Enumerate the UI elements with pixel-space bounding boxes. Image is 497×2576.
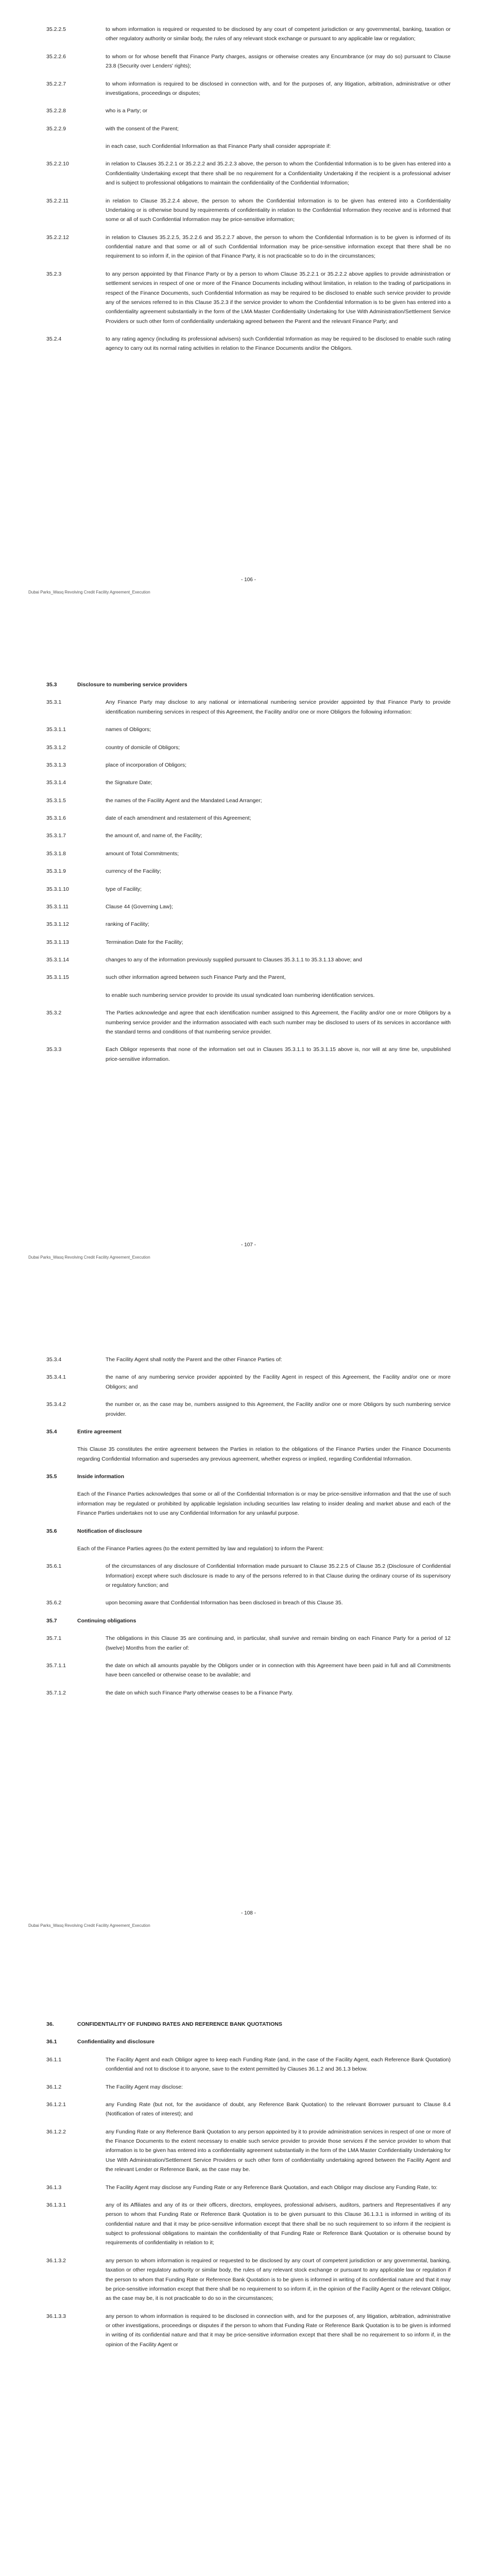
list-item [46,796,451,805]
clause-number: 36.1.2.1 [46,2101,66,2108]
clause-number: 35.2.2.7 [46,80,66,87]
clause-number: 36.1.2.2 [46,2128,66,2135]
clause-number: 35.2.2.12 [46,234,69,241]
section-35-6-text: Each of the Finance Parties agrees (to the extent permitted by law and regulation) to inform the Parent: [77,1545,324,1552]
clause-35-6-2 [46,1598,451,1607]
clause-text: currency of the Facility; [106,868,161,875]
list-item [46,902,451,911]
clause-number: 35.3.1.13 [46,939,69,945]
clause-35-2-2-5 [46,25,451,44]
clause-35-2-2-8 [46,106,451,115]
section-number: 35.4 [46,1428,57,1435]
list-item [46,725,451,734]
section-heading: Continuing obligations [77,1617,136,1624]
clause-text: any Funding Rate (but not, for the avoidance of doubt, any Reference Bank Quotation) to the relevant Borrower pursuant to Clause 8.4 (Notification of rates of interest); and [106,2101,451,2117]
clause-35-3-2 [46,1008,451,1037]
list-item [46,743,451,752]
list-item [46,814,451,823]
clause-number: 35.2.3 [46,270,62,277]
clause-number: 35.3.2 [46,1010,62,1016]
section-heading: Confidentiality and disclosure [77,2039,155,2045]
clause-35-3-4-2 [46,1400,451,1419]
clause-text: to whom or for whose benefit that Finance Party charges, assigns or otherwise creates any Encumbrance (or may do so) pursuant to Clause 23.8 (Security over Lenders' rights); [106,53,451,70]
clause-36-1-2 [46,2082,451,2092]
clause-number: 36.1.3 [46,2184,62,2191]
clause-35-3-4 [46,1355,451,1364]
clause-number: 35.6.2 [46,1600,62,1606]
section-number: 35.6 [46,1528,57,1534]
clause-number: 35.2.2.6 [46,53,66,60]
clause-35-3-1 [46,698,451,717]
clause-35-3-4-1 [46,1372,451,1392]
section-number: 35.7 [46,1617,57,1624]
clause-35-2-2-7 [46,79,451,98]
clause-number: 35.3.1.11 [46,903,69,910]
clause-36-1-2-2 [46,2127,451,2175]
clause-35-2-4 [46,334,451,353]
clause-number: 35.3.1 [46,699,62,706]
clause-35-7-1-1 [46,1661,451,1680]
clause-36-1-3-2 [46,2256,451,2303]
list-item [46,973,451,982]
clause-text: such other information agreed between such Finance Party and the Parent, [106,974,286,981]
section-number: 36.1 [46,2039,57,2045]
clause-35-2-2-12 [46,233,451,261]
section-35-3-heading [46,680,451,689]
clause-number: 35.3.1.5 [46,797,66,804]
clause-text: the Signature Date; [106,779,152,786]
clause-number: 36.1.3.1 [46,2201,66,2208]
clause-35-7-1 [46,1634,451,1653]
clause-36-1-3-3 [46,2312,451,2350]
clause-text: the date on which such Finance Party otherwise ceases to be a Finance Party. [106,1689,294,1696]
clause-number: 35.3.4 [46,1357,62,1363]
clause-text: The Facility Agent may disclose any Funding Rate or any Reference Bank Quotation, and each Obligor may disclose any Funding Rate, to: [106,2184,438,2191]
section-35-5-heading [46,1472,451,1481]
clause-text: The Facility Agent shall notify the Parent and the other Finance Parties of: [106,1357,282,1363]
clause-text: Termination Date for the Facility; [106,939,183,945]
page-109 [0,2009,497,2576]
clause-number: 35.3.4.2 [46,1401,66,1408]
clause-text: in relation to Clauses 35.2.2.5, 35.2.2.6 and 35.2.2.7 above, the person to whom the Confidential Information is to be given is informed of its confidential nature and that some or all of such Confidential Information may be price-sensitive information except that there shall be no requirement to so inform if, in the opinion of that Finance Party, it is not practicable so to do in the circumstances; [106,234,451,260]
page-number: - 108 - [241,1910,256,1916]
clause-text: the names of the Facility Agent and the Mandated Lead Arranger; [106,797,262,804]
clause-number: 35.3.1.12 [46,921,69,928]
clause-text: to any person appointed by that Finance Party or by a person to whom Clause 35.2.2.1 or 35.2.2.2 above applies to provide administration or settlement services in respect of one or more of the Finance Documents including without limitation, in relation to the trading of participations in respect of the Finance Documents, such Confidential Information as may be required to be disclosed to enable such service provider to provide any of the services referred to in this Clause 35.2.3 if the service provider to whom the Confidential Information is to be given has entered into a confidentiality agreement substantially in the form of the LMA Master Confidentiality Undertaking for Use With Administration/Settlement Service Providers or such other form of confidentiality undertaking agreed between the Parent and the relevant Finance Party; and [106,270,451,325]
clause-text: to any rating agency (including its professional advisers) such Confidential Information as may be required to be disclosed to enable such rating agency to carry out its normal rating activities in relation to the Finance Documents and/or the Obligors. [106,336,451,352]
clause-35-2-2-9 [46,124,451,133]
clause-text: in relation to Clause 35.2.2.4 above, the person to whom the Confidential Information is to be given has entered into a Confidentiality Undertaking or is otherwise bound by requirements of confidentiality in relation to the Confidential Information they receive and is informed that some or all of such Confidential Information may be price-sensitive information; [106,197,451,223]
clause-text: with the consent of the Parent; [106,125,179,132]
clause-number: 35.2.4 [46,336,62,342]
clause-number: 35.2.2.5 [46,26,66,32]
clause-36-1-3-1 [46,2200,451,2248]
clause-text: type of Facility; [106,886,142,892]
clause-number: 35.2.2.11 [46,197,69,204]
clause-text: to whom information is required or requested to be disclosed by any court of competent jurisdiction or any governmental, banking, taxation or other regulatory authority or similar body, the rules of any relevant stock exchange or pursuant to any applicable law or regulation; [106,26,451,42]
list-item [46,778,451,787]
clause-text: names of Obligors; [106,726,151,733]
clause-35-2-2-11 [46,196,451,225]
clause-text: the date on which all amounts payable by the Obligors under or in connection with this Agreement have been paid in full and all Commitments have been cancelled or otherwise cease to be available; and [106,1662,451,1679]
list-item [46,938,451,947]
clause-number: 36.1.3.2 [46,2257,66,2264]
clause-number: 35.3.1.3 [46,761,66,768]
clause-text: any person to whom information is required to be disclosed in connection with, and for the purposes of, any litigation, arbitration, administrative or other investigations, proceedings or disputes if the person to whom that Funding Rate or Reference Bank Quotation is to be given is informed in writing of its confidential nature and that it may be price-sensitive information except that there shall be no requirement to so inform if, in the opinion of the Facility Agent or [106,2313,451,2348]
list-item [46,885,451,894]
page-number: - 107 - [241,1242,256,1248]
clause-36-1-1 [46,2055,451,2074]
section-35-6-heading [46,1527,451,1536]
clause-text: in relation to Clauses 35.2.2.1 or 35.2.2.2 and 35.2.2.3 above, the person to whom the Confidential Information is to be given has entered into a Confidentiality Undertaking except that there shall be no requirement for a Confidentiality Undertaking if the recipient is a professional adviser and is subject to professional obligations to maintain the confidentiality of the Confidential Information; [106,161,451,187]
page-107 [0,670,497,1288]
clause-number: 35.3.1.6 [46,815,66,821]
section-number: 35.3 [46,682,57,688]
section-36-heading [46,2020,451,2029]
section-heading: Inside information [77,1473,125,1480]
section-35-4-text: This Clause 35 constitutes the entire agreement between the Parties in relation to the obligations of the Finance Parties under the Finance Documents regarding Confidential Information and supersedes any previous agreement, whether express or implied, regarding Confidential Information. [77,1446,451,1462]
clause-text: any person to whom information is required or requested to be disclosed by any court of competent jurisdiction or any governmental, banking, taxation or other regulatory authority or similar body, the rules of any relevant stock exchange or pursuant to any applicable law or regulation if the person to whom that Funding Rate or Reference Bank Quotation is to be given is informed in writing of its confidential nature and that it may be price-sensitive information except that there shall be no requirement to so inform if, in the opinion of the Facility Agent or the relevant Obligor, as the case may be, it is not practicable to do so in the circumstances; [106,2257,451,2302]
clause-text: who is a Party; or [106,108,148,114]
clause-35-6-1 [46,1562,451,1590]
clause-number: 36.1.1 [46,2056,62,2063]
section-heading: Notification of disclosure [77,1528,143,1534]
section-36-1-heading [46,2037,451,2046]
page-106 [0,0,497,618]
clause-number: 35.3.1.4 [46,779,66,786]
clause-number: 36.1.2 [46,2083,62,2090]
clause-number: 35.3.1.8 [46,850,66,857]
clause-text: country of domicile of Obligors; [106,744,180,751]
page-number: - 106 - [241,577,256,583]
section-heading: CONFIDENTIALITY OF FUNDING RATES AND REFERENCE BANK QUOTATIONS [77,2021,282,2027]
clause-text: amount of Total Commitments; [106,850,179,857]
clause-text: Clause 44 (Governing Law); [106,903,173,910]
clause-text: The Facility Agent may disclose: [106,2083,183,2090]
clause-text: any of its Affiliates and any of its or their officers, directors, employees, professional advisers, auditors, partners and Representatives if any person to whom that Funding Rate or Reference Bank Quotation is to be given pursuant to this Clause 36.1.3.1 is informed in writing of its confidential nature and that it may be price-sensitive information except that there shall be no such requirement to so inform if the recipient is subject to professional obligations to maintain the confidentiality of that Funding Rate or Reference Bank Quotation or is otherwise bound by requirements of confidentiality in relation to it; [106,2201,451,2246]
clause-text: the amount of, and name of, the Facility; [106,833,202,839]
footer-document-tag: Dubai Parks_Wasq Revolving Credit Facility Agreement_Execution [28,1923,150,1928]
list-item [46,831,451,840]
clause-text: of the circumstances of any disclosure of Confidential Information made pursuant to Clause 35.2.2.5 of Clause 35.2 (Disclosure of Confidential Information) except where such disclosure is made to any of the persons referred to in that Clause during the ordinary course of its supervisory or regulatory function; and [106,1563,451,1588]
list-item [46,849,451,858]
clause-number: 35.3.3 [46,1046,62,1053]
clause-35-2-2-6 [46,52,451,71]
clause-text: any Funding Rate or any Reference Bank Quotation to any person appointed by it to provide administration services in respect of one or more of the Finance Documents to the extent necessary to enable such service provider to provide those services if the service provider to whom that information is to be given has entered into a confidentiality agreement substantially in the form of the LMA Master Confidentiality Undertaking for Use With Administration/Settlement Service Providers or such other form of confidentiality undertaking agreed between the Facility Agent and the relevant Lender or Reference Bank, as the case may be. [106,2128,451,2173]
clause-number: 35.2.2.9 [46,125,66,132]
list-item [46,955,451,964]
closing-paragraph: to enable such numbering service provider to provide its usual syndicated loan numbering identification services. [106,992,375,998]
clause-number: 35.3.1.1 [46,726,66,733]
list-item [46,760,451,770]
clause-number: 35.3.1.7 [46,833,66,839]
clause-text: changes to any of the information previously supplied pursuant to Clauses 35.3.1.1 to 35.3.1.13 above; and [106,957,362,963]
clause-35-2-3 [46,269,451,326]
list-item [46,920,451,929]
list-item [46,867,451,876]
clause-text: Any Finance Party may disclose to any national or international numbering service provider appointed by that Finance Party to provide identification numbering services in respect of this Agreement, the Facility and/or one or more Obligors the following information: [106,699,451,715]
clause-number: 35.2.2.8 [46,108,66,114]
clause-36-1-3 [46,2183,451,2192]
clause-text: date of each amendment and restatement of this Agreement; [106,815,251,821]
clause-text: place of incorporation of Obligors; [106,761,187,768]
section-35-5-text: Each of the Finance Parties acknowledges that some or all of the Confidential Information is or may be price-sensitive information and that the use of such information may be regulated or prohibited by applicable legislation including securities law relating to insider dealing and market abuse and each of the Finance Parties undertakes not to use any Confidential Information for any unlawful purpose. [77,1491,451,1517]
clause-text: upon becoming aware that Confidential Information has been disclosed in breach of this Clause 35. [106,1600,343,1606]
clause-text: The Parties acknowledge and agree that each identification number assigned to this Agreement, the Facility and/or one or more Obligors by a numbering service provider and the information associated with each such number may be disclosed to users of its services in accordance with the standard terms and conditions of that numbering service provider. [106,1010,451,1035]
page-108 [0,1340,497,1958]
clause-number: 35.6.1 [46,1563,62,1570]
clause-text: Each Obligor represents that none of the information set out in Clauses 35.3.1.1 to 35.3.1.15 above is, nor will at any time be, unpublished price-sensitive information. [106,1046,451,1062]
clause-number: 35.2.2.10 [46,161,69,167]
clause-number: 35.3.4.1 [46,1374,66,1381]
section-35-4-heading [46,1427,451,1436]
clause-text: the name of any numbering service provider appointed by the Facility Agent in respect of this Agreement, the Facility and/or one or more Obligors; and [106,1374,451,1390]
clause-number: 35.3.1.15 [46,974,69,981]
clause-35-2-2-10 [46,159,451,188]
section-heading: Entire agreement [77,1428,122,1435]
footer-document-tag: Dubai Parks_Wasq Revolving Credit Facility Agreement_Execution [28,1255,150,1260]
each-case-paragraph: in each case, such Confidential Information as that Finance Party shall consider appropriate if: [106,143,331,149]
footer-document-tag: Dubai Parks_Wasq Revolving Credit Facility Agreement_Execution [28,590,150,595]
clause-35-7-1-2 [46,1688,451,1698]
clause-number: 35.7.1 [46,1635,62,1642]
clause-number: 35.3.1.9 [46,868,66,875]
clause-number: 35.3.1.14 [46,957,69,963]
clause-number: 35.7.1.2 [46,1689,66,1696]
clause-36-1-2-1 [46,2100,451,2119]
clause-text: ranking of Facility; [106,921,149,928]
section-heading: Disclosure to numbering service providers [77,682,187,688]
section-number: 36. [46,2021,54,2027]
clause-number: 35.3.1.2 [46,744,66,751]
clause-35-3-3 [46,1045,451,1064]
clause-number: 36.1.3.3 [46,2313,66,2319]
clause-text: the number or, as the case may be, numbers assigned to this Agreement, the Facility and/or one or more Obligors by such numbering service provider. [106,1401,451,1417]
clause-number: 35.3.1.10 [46,886,69,892]
clause-text: to whom information is required to be disclosed in connection with, and for the purposes of, any litigation, arbitration, administrative or other investigations, proceedings or disputes; [106,80,451,96]
section-35-7-heading [46,1616,451,1625]
clause-number: 35.7.1.1 [46,1662,66,1669]
section-number: 35.5 [46,1473,57,1480]
clause-text: The Facility Agent and each Obligor agree to keep each Funding Rate (and, in the case of the Facility Agent, each Reference Bank Quotation) confidential and not to disclose it to anyone, save to the extent permitted by Clauses 36.1.2 and 36.1.3 below. [106,2056,451,2073]
clause-text: The obligations in this Clause 35 are continuing and, in particular, shall survive and remain binding on each Finance Party for a period of 12 (twelve) Months from the earlier of: [106,1635,451,1651]
